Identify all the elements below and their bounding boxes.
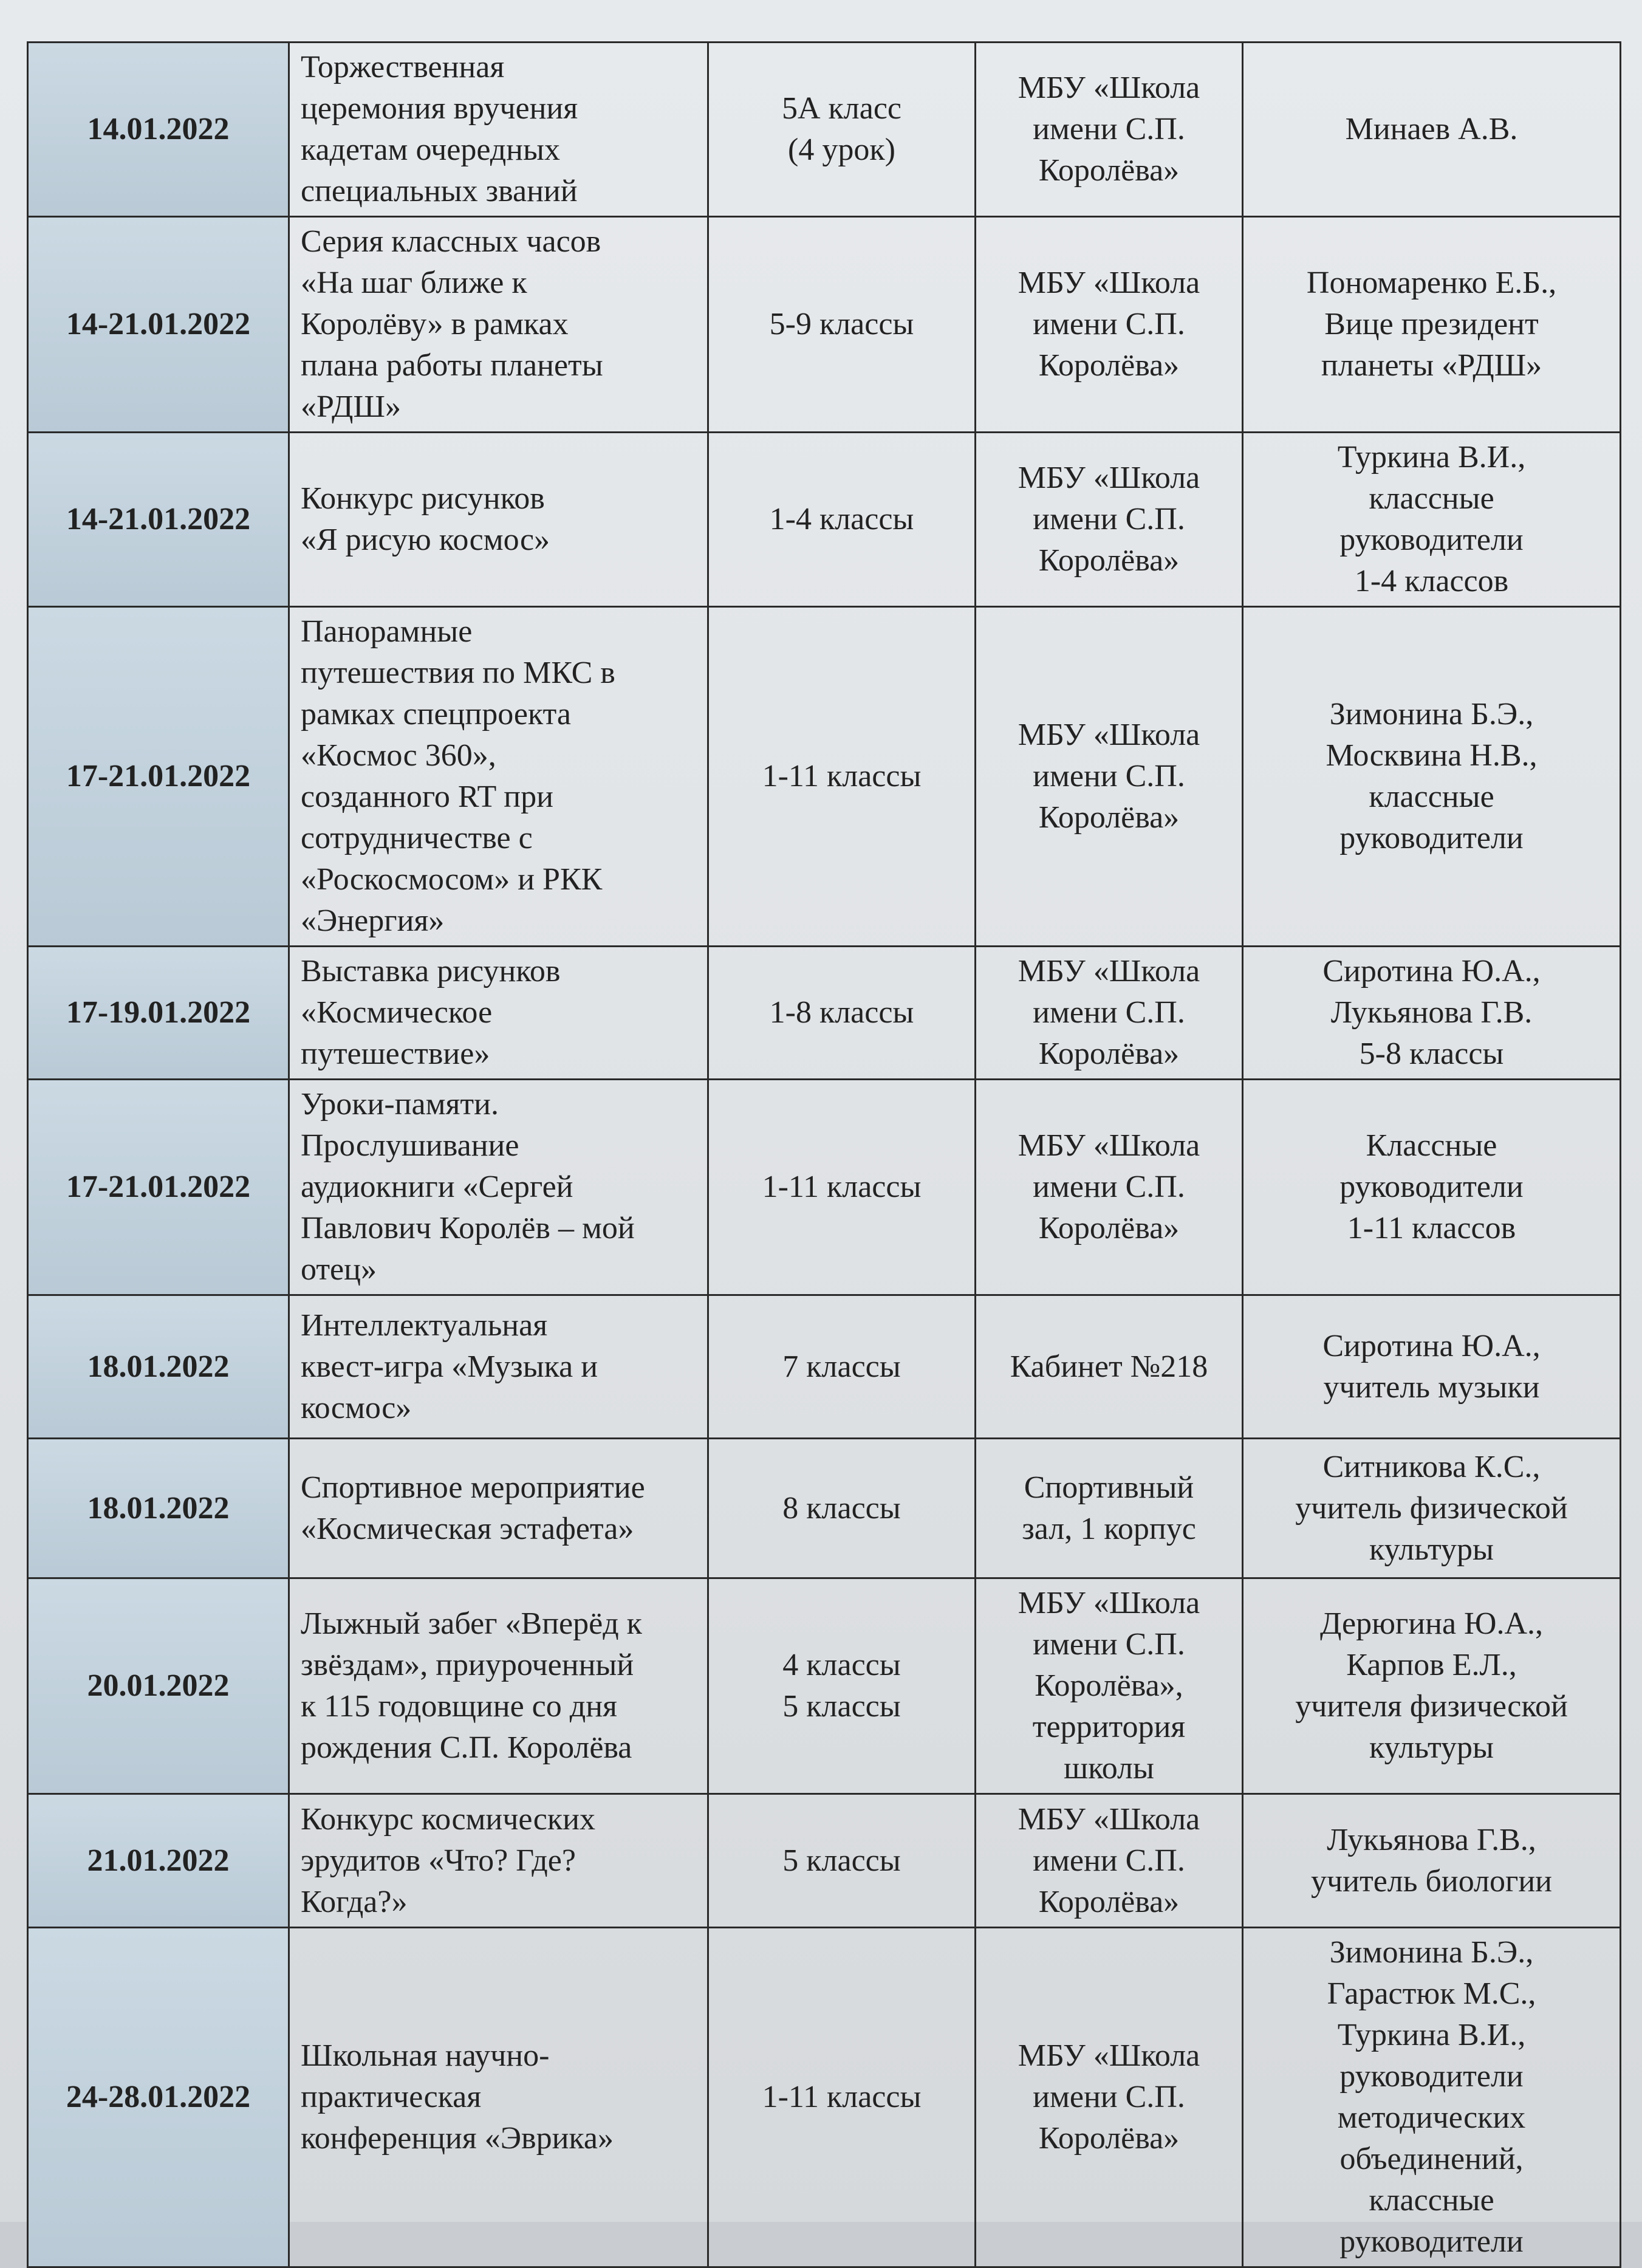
place-cell-line: имени С.П. (1033, 307, 1185, 341)
event-cell-line: Уроки-памяти. (301, 1087, 499, 1122)
place-cell-line: территория (1032, 1710, 1186, 1744)
event-cell-line: «Космическая эстафета» (301, 1511, 634, 1546)
event-cell-line: «Роскосмосом» и РКК (301, 862, 603, 897)
place-cell (976, 43, 1243, 217)
place-cell (976, 1295, 1243, 1439)
participants-cell-line: 1-8 классы (769, 995, 914, 1030)
place-cell-line: МБУ «Школа (1018, 1801, 1200, 1837)
event-cell-line: путешествия по МКС в (301, 656, 615, 690)
participants-cell-line: 1-11 классы (762, 1170, 922, 1204)
date-cell-line: 14-21.01.2022 (66, 307, 251, 341)
event-cell-line: рамках спецпроекта (301, 697, 571, 731)
participants-cell-line: 8 классы (782, 1490, 901, 1526)
participants-cell (708, 607, 976, 947)
date-cell (28, 947, 289, 1080)
event-cell-line: созданного RT при (301, 779, 553, 814)
participants-cell (708, 1578, 976, 1794)
event-cell (289, 1578, 708, 1794)
place-cell-line: имени С.П. (1033, 1170, 1185, 1204)
responsible-cell-line: Карпов Е.Л., (1346, 1648, 1517, 1682)
participants-cell (708, 1439, 976, 1578)
responsible-cell-line: классные (1369, 481, 1494, 516)
event-cell-line: «Энергия» (301, 903, 445, 938)
event-cell-line: звёздам», приуроченный (301, 1648, 634, 1682)
table-row (28, 947, 1621, 1080)
date-cell (28, 1080, 289, 1295)
table-row (28, 1080, 1621, 1295)
events-table (27, 41, 1621, 2268)
responsible-cell-line: руководители (1339, 1170, 1524, 1204)
event-cell-line: Когда?» (301, 1884, 408, 1919)
event-cell-line: сотрудничестве с (301, 821, 533, 855)
event-cell-line: путешествие» (301, 1036, 490, 1071)
place-cell (976, 1928, 1243, 2267)
responsible-cell (1243, 1928, 1621, 2267)
event-cell (289, 433, 708, 607)
responsible-cell-line: Лукьянова Г.В., (1327, 1822, 1536, 1857)
participants-cell-line: 1-11 классы (762, 759, 922, 793)
event-cell-line: церемония вручения (301, 91, 578, 126)
participants-cell-line: 1-4 классы (769, 502, 914, 536)
place-cell (976, 1578, 1243, 1794)
date-cell (28, 433, 289, 607)
participants-cell (708, 43, 976, 217)
event-cell-line: Королёву» в рамках (301, 307, 569, 341)
responsible-cell-line: учителя физической (1295, 1689, 1568, 1724)
place-cell-line: Королёва» (1038, 2121, 1180, 2156)
responsible-cell (1243, 1080, 1621, 1295)
event-cell-line: специальных званий (301, 174, 578, 208)
date-cell-line: 17-21.01.2022 (66, 759, 251, 793)
place-cell-line: зал, 1 корпус (1022, 1511, 1196, 1546)
responsible-cell-line: 1-11 классов (1347, 1211, 1516, 1245)
event-cell-line: Спортивное мероприятие (301, 1470, 645, 1505)
date-cell-line: 17-19.01.2022 (66, 995, 251, 1030)
place-cell-line: имени С.П. (1033, 1843, 1185, 1878)
event-cell-line: рождения С.П. Королёва (301, 1730, 632, 1765)
responsible-cell-line: руководители (1339, 2059, 1524, 2094)
place-cell-line: имени С.П. (1033, 502, 1185, 536)
date-cell-line: 24-28.01.2022 (66, 2080, 251, 2114)
responsible-cell (1243, 433, 1621, 607)
event-cell (289, 947, 708, 1080)
table-row (28, 217, 1621, 433)
date-cell-line: 17-21.01.2022 (66, 1170, 251, 1204)
place-cell-line: Королёва», (1035, 1668, 1183, 1703)
date-cell (28, 217, 289, 433)
place-cell-line: МБУ «Школа (1018, 266, 1200, 300)
responsible-cell-line: объединений, (1339, 2142, 1524, 2176)
place-cell-line: школы (1064, 1751, 1154, 1786)
participants-cell (708, 1928, 976, 2267)
events-table-body (28, 43, 1621, 2267)
responsible-cell-line: классные (1369, 779, 1494, 814)
place-cell (976, 1439, 1243, 1578)
responsible-cell-line: 5-8 классы (1359, 1036, 1504, 1071)
responsible-cell-line: 1-4 классов (1354, 564, 1509, 598)
place-cell-line: МБУ «Школа (1018, 70, 1200, 105)
participants-cell-line: 7 классы (782, 1349, 901, 1384)
event-cell-line: Интеллектуальная (301, 1307, 548, 1343)
responsible-cell-line: Ситникова К.С., (1322, 1449, 1541, 1484)
responsible-cell (1243, 1295, 1621, 1439)
event-cell-line: плана работы планеты (301, 348, 603, 383)
place-cell-line: имени С.П. (1033, 112, 1185, 146)
responsible-cell-line: руководители (1339, 2224, 1524, 2259)
table-row (28, 1794, 1621, 1928)
participants-cell-line: 5 классы (782, 1689, 901, 1724)
responsible-cell (1243, 1578, 1621, 1794)
table-row (28, 1295, 1621, 1439)
event-cell (289, 1080, 708, 1295)
date-cell (28, 43, 289, 217)
date-cell (28, 1928, 289, 2267)
event-cell-line: «Космос 360», (301, 738, 496, 773)
place-cell (976, 1080, 1243, 1295)
place-cell-line: имени С.П. (1033, 1627, 1185, 1662)
responsible-cell-line: Дерюгина Ю.А., (1319, 1606, 1544, 1641)
responsible-cell (1243, 217, 1621, 433)
place-cell-line: имени С.П. (1033, 995, 1185, 1030)
place-cell-line: Королёва» (1038, 543, 1180, 578)
place-cell-line: Кабинет №218 (1010, 1349, 1208, 1384)
place-cell-line: Королёва» (1038, 1211, 1180, 1245)
event-cell-line: космос» (301, 1390, 412, 1425)
responsible-cell-line: Москвина Н.В., (1326, 738, 1538, 773)
date-cell (28, 607, 289, 947)
responsible-cell-line: Зимонина Б.Э., (1329, 1935, 1534, 1970)
responsible-cell-line: культуры (1369, 1532, 1494, 1567)
responsible-cell-line: Минаев А.В. (1345, 112, 1518, 146)
event-cell-line: отец» (301, 1252, 377, 1287)
date-cell-line: 14-21.01.2022 (66, 502, 251, 536)
place-cell-line: Королёва» (1038, 1036, 1180, 1071)
place-cell-line: Спортивный (1024, 1470, 1194, 1505)
date-cell-line: 18.01.2022 (87, 1349, 230, 1384)
responsible-cell-line: Лукьянова Г.В. (1330, 995, 1533, 1030)
responsible-cell-line: Классные (1366, 1128, 1497, 1163)
responsible-cell-line: Сиротина Ю.А., (1322, 1328, 1541, 1363)
place-cell-line: МБУ «Школа (1018, 461, 1200, 495)
event-cell-line: эрудитов «Что? Где? (301, 1843, 576, 1878)
participants-cell (708, 433, 976, 607)
place-cell-line: Королёва» (1038, 1884, 1180, 1919)
table-row (28, 1928, 1621, 2267)
event-cell-line: Серия классных часов (301, 224, 601, 259)
place-cell-line: МБУ «Школа (1018, 1128, 1200, 1163)
event-cell-line: Выставка рисунков (301, 954, 561, 988)
event-cell (289, 1794, 708, 1928)
responsible-cell (1243, 947, 1621, 1080)
event-cell (289, 43, 708, 217)
table-row (28, 1578, 1621, 1794)
place-cell-line: Королёва» (1038, 153, 1180, 188)
event-cell-line: конференция «Эврика» (301, 2121, 614, 2156)
event-cell-line: «Космическое (301, 995, 493, 1030)
date-cell-line: 21.01.2022 (87, 1843, 230, 1878)
place-cell-line: МБУ «Школа (1018, 2038, 1200, 2073)
responsible-cell-line: руководители (1339, 522, 1524, 557)
participants-cell (708, 217, 976, 433)
event-cell (289, 1295, 708, 1439)
place-cell-line: имени С.П. (1033, 759, 1185, 793)
event-cell (289, 217, 708, 433)
date-cell (28, 1439, 289, 1578)
date-cell-line: 20.01.2022 (87, 1668, 230, 1703)
event-cell-line: «Я рисую космос» (301, 522, 550, 557)
responsible-cell-line: Пономаренко Е.Б., (1306, 266, 1557, 300)
event-cell-line: «На шаг ближе к (301, 266, 527, 300)
responsible-cell (1243, 1439, 1621, 1578)
place-cell (976, 1794, 1243, 1928)
responsible-cell (1243, 1794, 1621, 1928)
event-cell-line: «РДШ» (301, 389, 401, 424)
event-cell (289, 1928, 708, 2267)
event-cell-line: Прослушивание (301, 1128, 519, 1163)
participants-cell-line: (4 урок) (788, 132, 895, 167)
event-cell-line: Панорамные (301, 614, 473, 649)
participants-cell-line: 5-9 классы (769, 307, 914, 341)
date-cell (28, 1794, 289, 1928)
date-cell (28, 1578, 289, 1794)
place-cell (976, 433, 1243, 607)
event-cell-line: Павлович Королёв – мой (301, 1211, 635, 1245)
participants-cell-line: 1-11 классы (762, 2080, 922, 2114)
participants-cell-line: 5А класс (781, 91, 901, 126)
place-cell-line: Королёва» (1038, 348, 1180, 383)
date-cell (28, 1295, 289, 1439)
event-cell-line: Лыжный забег «Вперёд к (301, 1606, 642, 1641)
event-cell-line: кадетам очередных (301, 132, 560, 167)
event-cell-line: к 115 годовщине со дня (301, 1689, 617, 1724)
responsible-cell-line: Туркина В.И., (1337, 440, 1526, 474)
event-cell-line: Конкурс космических (301, 1801, 595, 1837)
event-cell-line: Конкурс рисунков (301, 481, 545, 516)
responsible-cell-line: Туркина В.И., (1337, 2018, 1526, 2052)
place-cell-line: МБУ «Школа (1018, 954, 1200, 988)
responsible-cell-line: учитель физической (1295, 1490, 1568, 1526)
place-cell (976, 947, 1243, 1080)
responsible-cell-line: культуры (1369, 1730, 1494, 1765)
table-row (28, 1439, 1621, 1578)
place-cell-line: МБУ «Школа (1018, 718, 1200, 752)
participants-cell (708, 1080, 976, 1295)
responsible-cell (1243, 43, 1621, 217)
event-cell-line: практическая (301, 2080, 482, 2114)
responsible-cell-line: учитель биологии (1311, 1863, 1552, 1899)
responsible-cell-line: учитель музыки (1323, 1369, 1540, 1405)
responsible-cell-line: руководители (1339, 821, 1524, 855)
responsible-cell-line: Вице президент (1324, 307, 1539, 341)
responsible-cell-line: методических (1337, 2100, 1526, 2135)
participants-cell (708, 1295, 976, 1439)
table-row (28, 433, 1621, 607)
responsible-cell-line: классные (1369, 2183, 1494, 2218)
participants-cell (708, 947, 976, 1080)
table-row (28, 607, 1621, 947)
event-cell-line: аудиокниги «Сергей (301, 1170, 573, 1204)
responsible-cell (1243, 607, 1621, 947)
place-cell (976, 217, 1243, 433)
date-cell-line: 14.01.2022 (87, 112, 230, 146)
responsible-cell-line: Гарастюк М.С., (1327, 1976, 1536, 2011)
participants-cell-line: 5 классы (782, 1843, 901, 1878)
event-cell (289, 1439, 708, 1578)
place-cell-line: имени С.П. (1033, 2080, 1185, 2114)
responsible-cell-line: планеты «РДШ» (1321, 348, 1542, 383)
place-cell (976, 607, 1243, 947)
date-cell-line: 18.01.2022 (87, 1490, 230, 1526)
responsible-cell-line: Зимонина Б.Э., (1329, 697, 1534, 731)
table-row (28, 43, 1621, 217)
place-cell-line: МБУ «Школа (1018, 1586, 1200, 1620)
event-cell-line: Торжественная (301, 50, 505, 84)
event-cell (289, 607, 708, 947)
responsible-cell-line: Сиротина Ю.А., (1322, 954, 1541, 988)
participants-cell (708, 1794, 976, 1928)
participants-cell-line: 4 классы (782, 1648, 901, 1682)
event-cell-line: квест-игра «Музыка и (301, 1349, 598, 1384)
event-cell-line: Школьная научно- (301, 2038, 550, 2073)
place-cell-line: Королёва» (1038, 800, 1180, 835)
